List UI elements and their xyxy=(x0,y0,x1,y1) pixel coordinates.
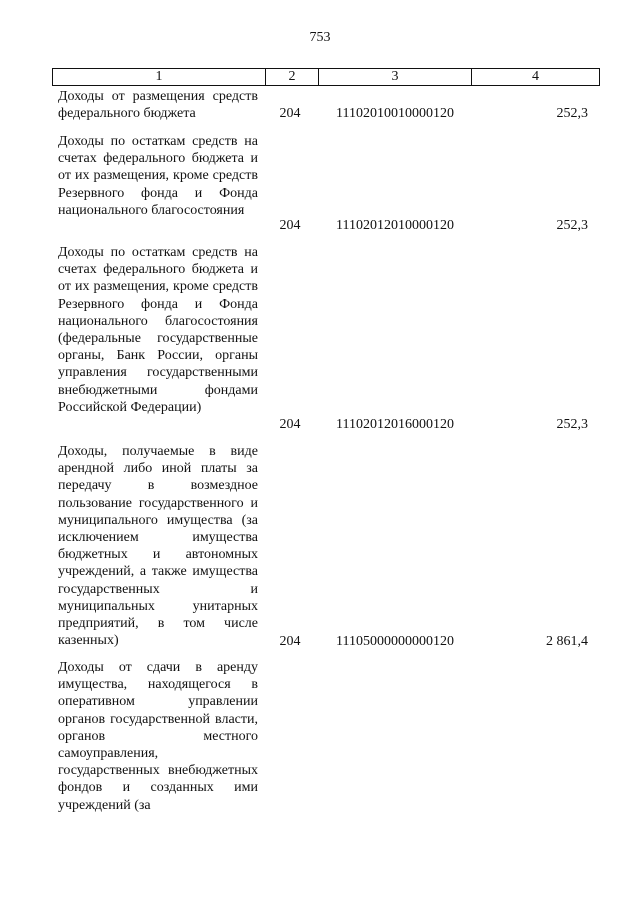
column-2-header: 2 xyxy=(266,69,319,85)
row-budget-code: 11105000000000120 xyxy=(336,634,454,649)
row-admin-code: 204 xyxy=(279,106,301,121)
row-description: Доходы, получаемые в виде арендной либо иной платы за передачу в возмездное пользование государственного и муниципального имущества (за исключением имущества бюджетных и автономных учреждений, а также имущества государственных и муниципальных унитарных предприятий, в том числе казенных) xyxy=(58,444,258,649)
row-description: Доходы от размещения средств федерального бюджета xyxy=(58,89,258,122)
row-description: Доходы от сдачи в аренду имущества, находящегося в оперативном управлении органов государственной власти, органов местного самоуправления, государственных внебюджетных фондов и созданных ими учреждений (за xyxy=(58,660,258,813)
column-1-header: 1 xyxy=(53,69,266,85)
row-amount: 2 861,4 xyxy=(546,634,588,649)
row-amount: 252,3 xyxy=(556,417,588,432)
row-admin-code: 204 xyxy=(279,634,301,649)
row-amount: 252,3 xyxy=(556,106,588,121)
row-budget-code: 11102010010000120 xyxy=(336,106,454,121)
row-description: Доходы по остаткам средств на счетах федерального бюджета и от их размещения, кроме средств Резервного фонда и Фонда национального благосостояния xyxy=(58,134,258,218)
page-number: 753 xyxy=(309,30,331,45)
table-column-header xyxy=(52,68,600,86)
row-budget-code: 11102012010000120 xyxy=(336,218,454,233)
row-admin-code: 204 xyxy=(279,218,301,233)
row-admin-code: 204 xyxy=(279,417,301,432)
row-description: Доходы по остаткам средств на счетах федерального бюджета и от их размещения, кроме средств Резервного фонда и Фонда национального благосостояния (федеральные государственные органы, Банк России, органы управления государственными внебюджетными фондами Российской Федерации) xyxy=(58,245,258,415)
row-budget-code: 11102012016000120 xyxy=(336,417,454,432)
column-4-header: 4 xyxy=(532,69,539,84)
column-3-header: 3 xyxy=(319,69,472,85)
row-amount: 252,3 xyxy=(556,218,588,233)
